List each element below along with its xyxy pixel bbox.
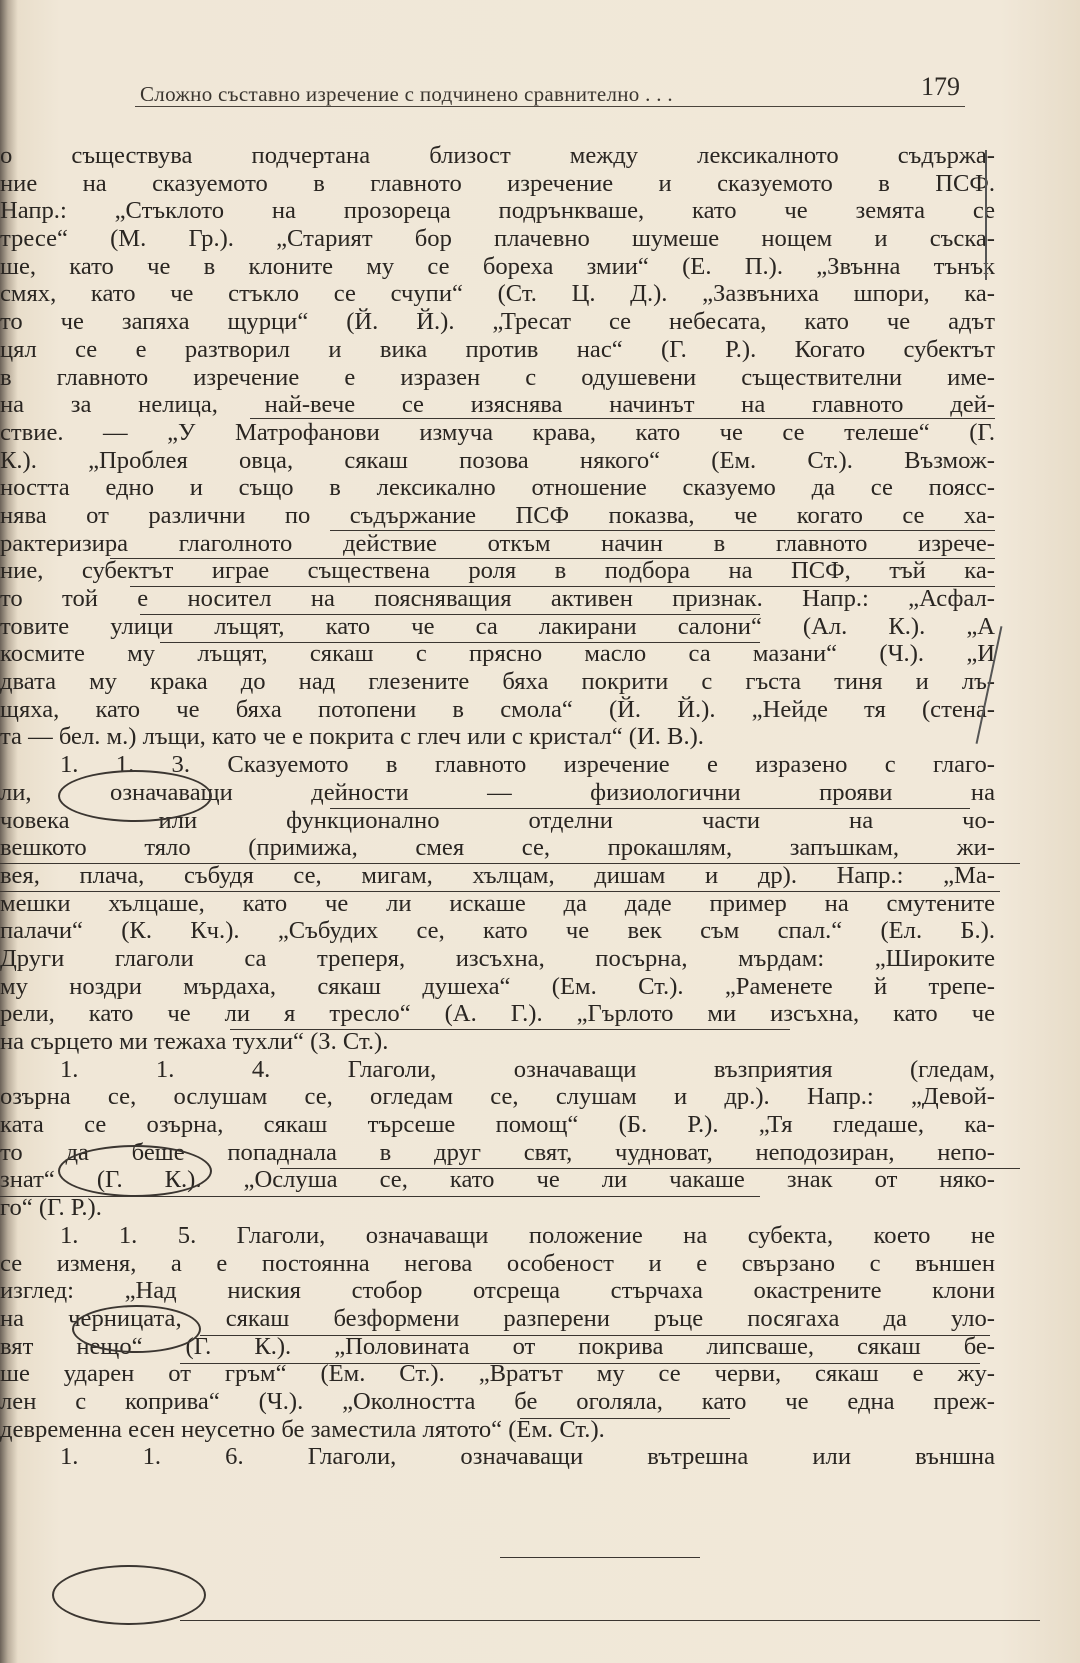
running-header [135, 70, 965, 107]
text-line: смях, като че стъкло се счупи“ (Ст. Ц. Д.). „Зазвъниха шпори, ка- [0, 280, 995, 308]
pencil-underline [0, 863, 1020, 864]
text-line: то че запяха щурци“ (Й. Й.). „Тресат се небесата, като че адът [0, 308, 995, 336]
text-line: рактеризира глаголното действие откъм начин в главното изрече- [0, 529, 995, 557]
text-line: човека или функционално отделни части на чо- [0, 806, 995, 834]
section-heading-1-1-6: 1. 1. 6. Глаголи, означаващи вътрешна или външна [60, 1443, 995, 1471]
text-line: о съществува подчертана близост между лексикалното съдържа- [0, 142, 995, 169]
pencil-underline [330, 808, 970, 809]
pencil-underline [180, 1363, 980, 1364]
section-heading-1-1-4: 1. 1. 4. Глаголи, означаващи възприятия (гледам, [60, 1055, 995, 1083]
text-line: в главното изречение е изразен с одушевени съществителни име- [0, 363, 995, 391]
text-line: щяха, като че бяха потопени в смола“ (Й. Й.). „Нейде тя (стена- [0, 695, 995, 723]
text-line: ли, означаващи дейности — физиологични прояви на [0, 778, 995, 806]
section-heading-1-1-5: 1. 1. 5. Глаголи, означаващи положение на субекта, което не [60, 1221, 995, 1249]
text-line: се изменя, а е постоянна негова особеност и е свързано с външен [0, 1249, 995, 1277]
running-title: Сложно съставно изречение с подчинено сравнително . . . [140, 82, 673, 106]
pencil-underline [520, 1418, 730, 1419]
text-line: тресе“ (М. Гр.). „Старият бор плачевно шумеше нощем и съска- [0, 225, 995, 253]
text-line: ние на сказуемото в главното изречение и сказуемото в ПСФ. [0, 169, 995, 197]
text-line: вят нещо“ (Г. К.). „Половината от покрива липсваше, сякаш бе- [0, 1332, 995, 1360]
text-line: то той е носител на поясняващия активен признак. Напр.: „Асфал- [0, 585, 995, 612]
pencil-underline [500, 1557, 700, 1558]
pencil-underline [0, 891, 1000, 892]
text-line: лен с коприва“ (Ч.). „Околността бе оголяла, като че една преж- [0, 1387, 995, 1415]
pencil-circle-1-1-4 [58, 1145, 212, 1197]
pencil-underline [0, 1196, 760, 1197]
text-line: му ноздри мърдаха, сякаш душеха“ (Ем. Ст.). „Раменете й трепе- [0, 972, 995, 1000]
text-line: озърна се, ослушам се, огледам се, слушам и др.). Напр.: „Девой- [0, 1083, 995, 1111]
text-line: Напр.: „Стъклото на прозореца подрънкваше, като че земята се [0, 197, 995, 225]
text-line: К.). „Проблея овца, сякаш позова някого“ (Ем. Ст.). Възмож- [0, 446, 995, 474]
section-heading-1-1-3: 1. 1. 3. Сказуемото в главното изречение е изразено с глаго- [60, 751, 995, 779]
text-line: рели, като че ли я тресло“ (А. Г.). „Гърлото ми изсъхна, като че [0, 1000, 995, 1028]
text-line: нява от различни по съдържание ПСФ показва, че когато се ха- [0, 501, 995, 529]
text-line: на за нелица, най-вече се изяснява начинът на главното дей- [0, 391, 995, 419]
text-line: на сърцето ми тежаха тухли“ (З. Ст.). [0, 1028, 389, 1055]
text-line: цял се е разтворил и вика против нас“ (Г. Р.). Когато субектът [0, 335, 995, 363]
page-number: 179 [921, 72, 960, 101]
text-line: го“ (Г. Р.). [0, 1194, 102, 1222]
pencil-circle-1-1-5 [72, 1305, 201, 1353]
text-line: та — бел. м.) лъщи, като че е покрита с глеч или с кристал“ (И. В.). [0, 723, 704, 751]
pencil-underline [130, 586, 995, 587]
text-line: ността едно и също в лексикално отношение сказуемо да се поясс- [0, 474, 995, 502]
pencil-underline [180, 1620, 1040, 1621]
text-line: палачи“ (К. Кч.). „Събудих се, като че век съм спал.“ (Ел. Б.). [0, 917, 995, 945]
pencil-underline [230, 1029, 790, 1030]
text-line: на черницата, сякаш безформени разперени ръце посягаха да уло- [0, 1304, 995, 1332]
text-line: вешкото тяло (примижа, смея се, прокашлям, запъшкам, жи- [0, 834, 995, 862]
pencil-underline [250, 418, 995, 419]
text-line: двата му крака до над глезените бяха покрити с гъста тиня и лъ- [0, 668, 995, 696]
pencil-underline [110, 558, 995, 559]
pencil-circle-1-1-3 [58, 770, 212, 822]
text-line: Други глаголи са треперя, изсъхна, посърна, мърдам: „Широките [0, 944, 995, 972]
pencil-underline [200, 1335, 990, 1336]
text-line: мешки хълцаше, като че ли искаше да даде пример на смутените [0, 889, 995, 917]
text-line: знат“ (Г. К.). „Ослуша се, като че ли чакаше знак от няко- [0, 1166, 995, 1194]
pencil-underline [330, 530, 995, 531]
pencil-underline [160, 642, 760, 643]
text-line: ше ударен от гръм“ (Ем. Ст.). „Вратът му се черви, сякаш е жу- [0, 1360, 995, 1388]
pencil-circle-1-1-6 [52, 1565, 206, 1625]
text-line: ние, субектът играе съществена роля в подбора на ПСФ, тъй ка- [0, 557, 995, 585]
text-line: изглед: „Над ниския стобор отсреща стърчаха окастрените клони [0, 1277, 995, 1305]
text-line: девременна есен неусетно бе заместила лятото“ (Ем. Ст.). [0, 1415, 605, 1443]
text-line: ше, като че в клоните му се бореха змии“ (Е. П.). „Звънна тънък [0, 252, 995, 280]
pencil-underline [140, 614, 760, 615]
text-line: ствие. — „У Матрофанови измуча крава, като че се телеше“ (Г. [0, 418, 995, 446]
pencil-underline [280, 1168, 1020, 1169]
margin-bracket-mark [985, 150, 987, 280]
text-line: то да беше попаднала в друг свят, чудноват, неподозиран, непо- [0, 1138, 995, 1166]
text-line: вея, плача, събудя се, мигам, хълцам, дишам и др). Напр.: „Ма- [0, 861, 995, 889]
text-line: товите улици лъщят, като че са лакирани салони“ (Ал. К.). „А [0, 612, 995, 640]
text-line: ката се озърна, сякаш търсеше помощ“ (Б. Р.). „Тя гледаше, ка- [0, 1111, 995, 1139]
text-line: космите му лъщят, сякаш с прясно масло са мазани“ (Ч.). „И [0, 640, 995, 668]
